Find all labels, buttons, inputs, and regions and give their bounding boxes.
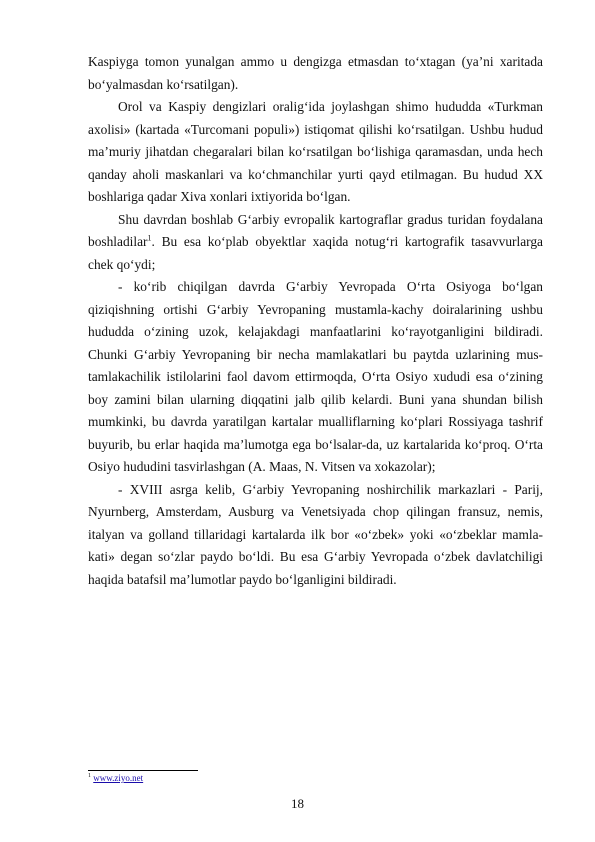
footnote-divider: [88, 770, 198, 771]
page-number: 18: [291, 796, 304, 811]
footnote-link[interactable]: www.ziyo.net: [93, 773, 144, 783]
paragraph-3-text-b: . Bu esa ko‘plab obyektlar xaqida notug‘ri kartografik tasavvurlarga chek qo‘ydi;: [88, 234, 543, 272]
paragraph-1: Kaspiyga tomon yunalgan ammo u dengizga etmasdan to‘xtagan (ya’ni xaritada bo‘yalmasdan ko‘rsatilgan).: [88, 54, 543, 92]
paragraph-5: - XVIII asrga kelib, G‘arbiy Yevropaning noshirchilik markazlari - Parij, Nyurnberg, Amsterdam, Ausburg va Venetsiyada chop qilingan fransuz, nemis, italyan va golland tillaridagi kartalarda ilk bor «o‘zbek» yoki «o‘zbeklar mamla-kati» degan so‘zlar paydo bo‘ldi. Bu esa G‘arbiy Yevropada o‘zbek davlatchiligi haqida batafsil ma’lumotlar paydo bo‘lganligini bildiradi.: [88, 481, 543, 587]
paragraph-3: [88, 209, 543, 277]
footnote-mark: 1: [88, 773, 91, 779]
paragraph-3-text-a: Shu davrdan boshlab G‘arbiy evropalik kartograflar gradus turidan foydalana boshladilar: [88, 211, 543, 249]
paragraph-4: - ko‘rib chiqilgan davrda G‘arbiy Yevropada O‘rta Osiyoga bo‘lgan qiziqishning ortishi G‘arbiy Yevropaning mustamla-kachy doiralarining ushbu hududda o‘zining uzok, kelajakdagi manfaatlarini ko‘rayotganligini bildiradi. Chunki G‘arbiy Yevropaning bir necha mamlakatlari bu paytda uzlarining mus-tamlakachilik istilolarini faol davom ettirmoqda, O‘rta Osiyo xududi esa o‘zining boy zamini bilan ularning diqqatini jalb qilib kelardi. Buni yana shundan bilish mumkinki, bu davrda yaratilgan kartalar mualliflarning ko‘plari Rossiyaga tashrif buyurib, bu erlar haqida ma’lumotga ega bo‘lsalar-da, uz kartalarida ko‘proq. O‘rta Osiyo hududini tasvirlashgan (A. Maas, N. Vitsen va xokazolar);: [88, 279, 543, 474]
footnote: [88, 772, 143, 784]
page-body: [88, 51, 543, 591]
paragraph-2: Orol va Kaspiy dengizlari oralig‘ida joylashgan shimo hududda «Turkman axolisi» (kartada «Turcomani populi») istiqomat qilishi ko‘rsatilgan. Ushbu hudud ma’muriy jihatdan chegaralari bilan ko‘rsatilgan bo‘lishiga qaramasdan, unda hech qanday aholi maskanlari va ko‘chmanchilar yurti qayd etilmagan. Bu hudud XX boshlariga qadar Xiva xonlari ixtiyorida bo‘lgan.: [88, 99, 543, 204]
footnote-reference[interactable]: 1: [147, 233, 152, 243]
